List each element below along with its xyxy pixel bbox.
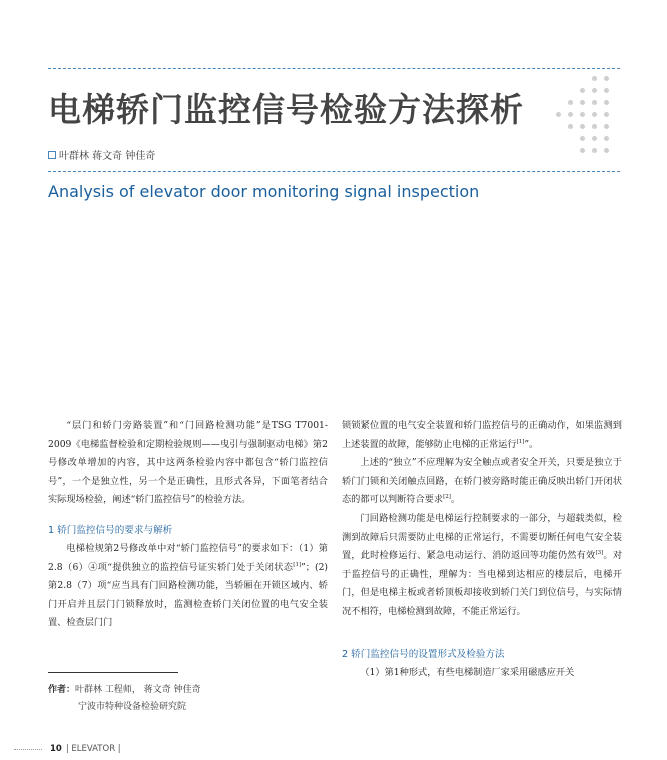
section-1-text-a: 电梯检规第2号修改单中对“轿门监控信号”的要求如下：（1）第2.8（6）④项“提供独立的监控信号证实轿门处于关闭状态 [48,542,328,573]
english-title: Analysis of elevator door monitoring signal inspection [48,182,480,201]
continued-paragraph [342,417,622,454]
para2-text-b: 。 [450,494,461,506]
article-title: 电梯轿门监控信号检验方法探析 [48,90,524,129]
author-names: 叶群林 蒋文奇 钟佳奇 [59,151,156,162]
author-affiliation: 宁波市特种设备检验研究院 [78,702,187,712]
top-dashed-rule [48,68,620,69]
citation-ref-1: [1] [293,561,302,568]
dot [604,112,609,117]
independence-paragraph [342,454,622,510]
para1-text-b: ”。 [524,438,539,450]
footnote-rule [48,672,178,673]
para3-text-a: 门回路检测功能是电梯运行控制要求的一部分，与超载类似，检测到故障后只需要防止电梯的正常运行，不需要切断任何电气安全装置，此时检修运行、紧急电动运行、消防返回等功能仍然有效 [342,512,622,562]
dot [592,112,597,117]
para3-text-b: 。对于监控信号的正确性，理解为：当电梯到达相应的楼层后，电梯开门，但是电梯主板或者轿顶板却接收到轿门关门到位信号，与实际情况不相符，电梯检测到故障，不能正常运行。 [342,550,623,617]
dot [592,76,597,81]
dot [604,148,609,153]
page-footer [14,744,121,754]
dot [568,124,573,129]
dot [568,112,573,117]
footer-dotted-leader [14,749,42,750]
section-1-paragraph [48,540,328,633]
dot [592,136,597,141]
door-circuit-paragraph [342,510,622,622]
byline [48,147,155,162]
dot [592,148,597,153]
right-text-column [342,417,622,682]
decorative-dot-grid [564,74,622,160]
intro-paragraph: “层门和轿门旁路装置”和“门回路检测功能”是TSG T7001-2009《电梯监督检验和定期检验规则——曳引与强制驱动电梯》第2号修改单增加的内容，其中这两条检验内容中都包含“轿门监控信号”，一个是独立性，另一个是正确性，且形式各异，下面笔者结合实际现场检验，阐述“轿门监控信号”的检验方法。 [48,420,328,506]
citation-ref-para2: [2] [443,494,451,501]
dot [580,100,585,105]
section-1-text-b: ”；(2)第2.8（7）项“应当具有门回路检测功能，当轿厢在开锁区域内、轿门开启并且层门门锁释放时，监测检查轿门关闭位置的电气安全装置、检查层门门 [48,561,328,629]
para1-text-a: 锁锁紧位置的电气安全装置和轿门监控信号的正确动作，如果监测到上述装置的故障，能够防止电梯的正常运行 [342,420,622,450]
section-2-heading: 2 轿门监控信号的设置形式及检验方法 [342,648,505,660]
left-text-column [48,417,328,633]
square-bullet-icon [48,151,56,159]
dot [568,100,573,105]
dot [592,100,597,105]
citation-ref-para1: [1] [516,438,525,445]
section-2-paragraph: （1）第1种形式，有些电梯制造厂家采用磁感应开关 [360,666,575,678]
dot [592,88,597,93]
dot [604,76,609,81]
dot [604,124,609,129]
page-number: 10 [50,744,62,754]
author-note-label: 作者： [48,685,76,695]
author-note-line-1 [48,682,201,699]
dot [592,124,597,129]
dot [604,88,609,93]
dot [580,136,585,141]
dot [580,148,585,153]
author-note [48,682,201,716]
dot [556,112,561,117]
dot [604,136,609,141]
dot [580,88,585,93]
section-1-heading: 1 轿门监控信号的要求与解析 [48,524,173,536]
dot [580,124,585,129]
dot [604,100,609,105]
author-note-names: 叶群林 工程师， 蒋文奇 钟佳奇 [75,685,201,695]
journal-name: | ELEVATOR | [65,744,121,754]
middle-dashed-rule [48,171,620,172]
citation-ref-para3: [3] [595,550,604,557]
para2-text-a: 上述的“独立”不应理解为安全触点或者安全开关，只要是独立于轿门门锁和关闭触点回路，在轿门被旁路时能正确反映出轿门开闭状态的都可以判断符合要求 [342,457,622,506]
dot [580,112,585,117]
